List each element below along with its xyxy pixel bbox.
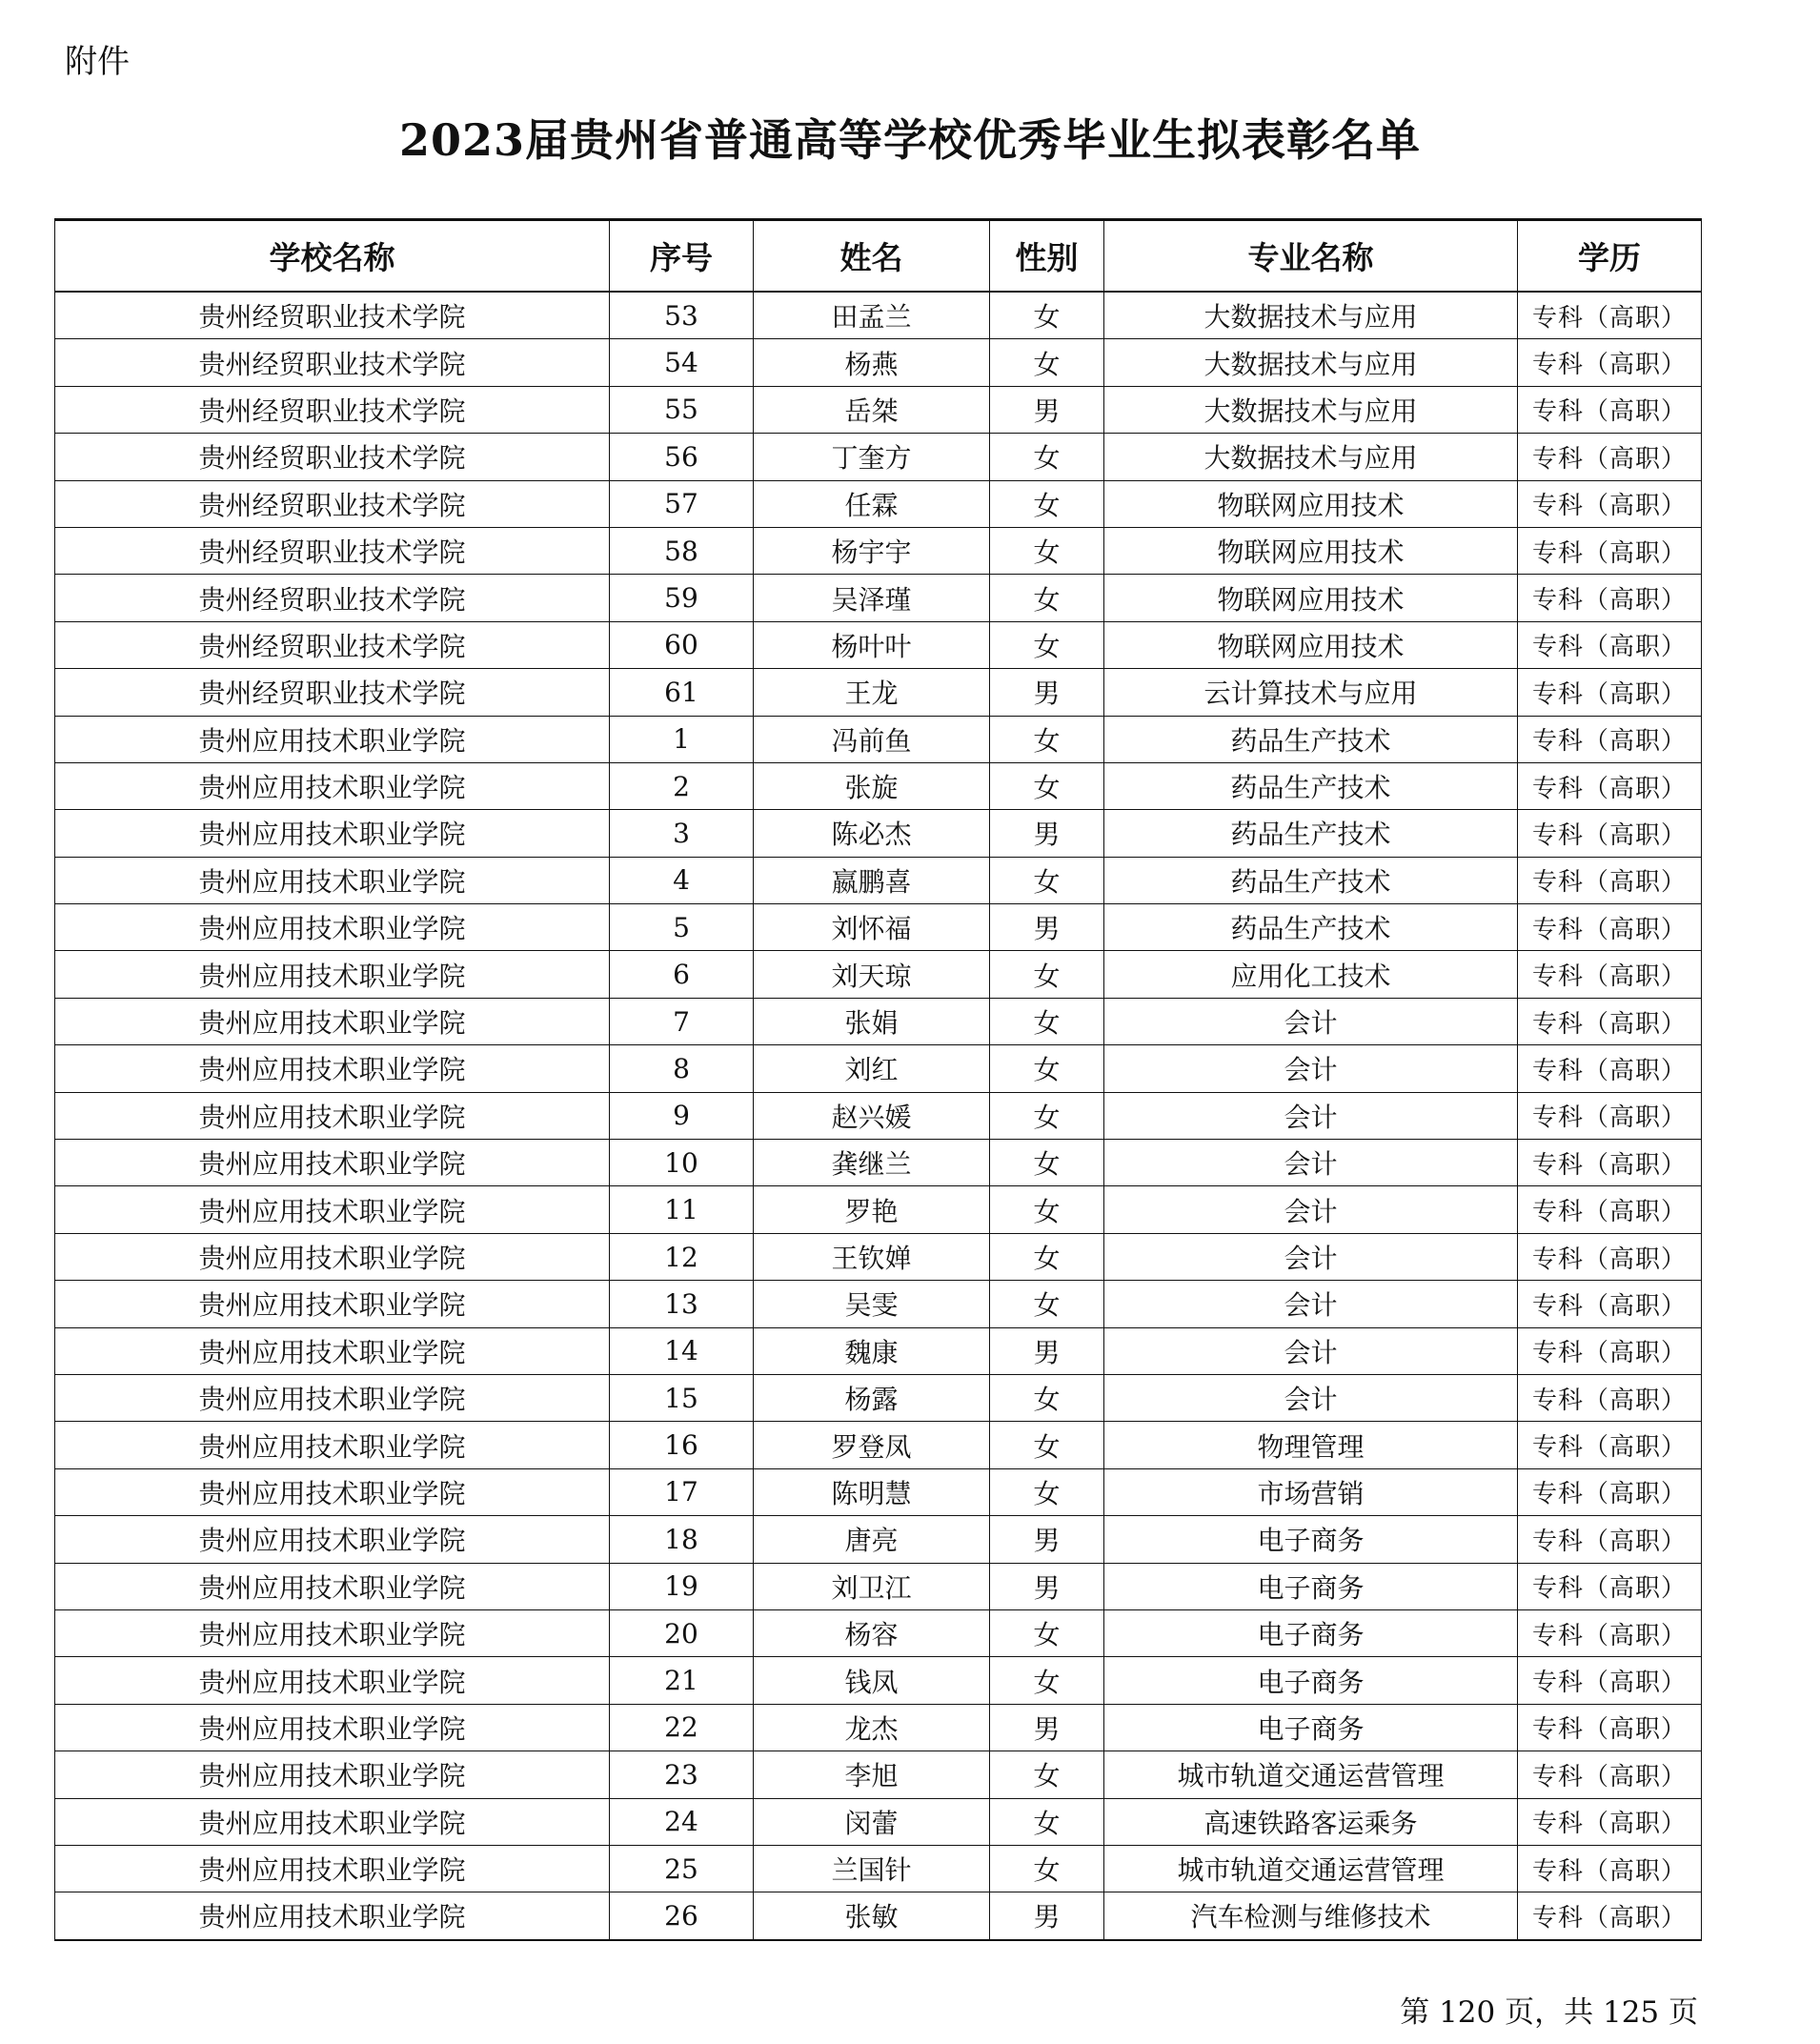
number-cell: 2 — [610, 762, 754, 809]
number-cell: 61 — [610, 669, 754, 716]
gender-cell: 女 — [990, 998, 1104, 1044]
name-cell: 闵蕾 — [754, 1798, 990, 1845]
major-cell: 药品生产技术 — [1104, 810, 1518, 857]
number-cell: 4 — [610, 857, 754, 903]
gender-cell: 男 — [990, 810, 1104, 857]
major-cell: 城市轨道交通运营管理 — [1104, 1845, 1518, 1892]
number-cell: 3 — [610, 810, 754, 857]
gender-cell: 女 — [990, 951, 1104, 998]
name-cell: 陈必杰 — [754, 810, 990, 857]
name-cell: 王钦婵 — [754, 1233, 990, 1280]
school-cell: 贵州应用技术职业学院 — [55, 1468, 610, 1515]
name-cell: 杨燕 — [754, 339, 990, 386]
column-header-degree: 学历 — [1518, 220, 1702, 293]
degree-cell: 专科（高职） — [1518, 339, 1702, 386]
school-cell: 贵州应用技术职业学院 — [55, 904, 610, 951]
degree-cell: 专科（高职） — [1518, 1327, 1702, 1374]
degree-cell: 专科（高职） — [1518, 1657, 1702, 1704]
degree-cell: 专科（高职） — [1518, 1092, 1702, 1139]
school-cell: 贵州应用技术职业学院 — [55, 1233, 610, 1280]
name-cell: 任霖 — [754, 480, 990, 527]
number-cell: 57 — [610, 480, 754, 527]
degree-cell: 专科（高职） — [1518, 669, 1702, 716]
gender-cell: 男 — [990, 1563, 1104, 1609]
gender-cell: 女 — [990, 1751, 1104, 1798]
major-cell: 大数据技术与应用 — [1104, 339, 1518, 386]
gender-cell: 女 — [990, 857, 1104, 903]
degree-cell: 专科（高职） — [1518, 857, 1702, 903]
name-cell: 罗艳 — [754, 1186, 990, 1233]
major-cell: 大数据技术与应用 — [1104, 434, 1518, 480]
degree-cell: 专科（高职） — [1518, 1186, 1702, 1233]
table-row — [55, 480, 1702, 527]
school-cell: 贵州应用技术职业学院 — [55, 1516, 610, 1563]
gender-cell: 女 — [990, 1045, 1104, 1092]
number-cell: 14 — [610, 1327, 754, 1374]
name-cell: 田孟兰 — [754, 292, 990, 339]
school-cell: 贵州应用技术职业学院 — [55, 1845, 610, 1892]
school-cell: 贵州经贸职业技术学院 — [55, 480, 610, 527]
name-cell: 钱凤 — [754, 1657, 990, 1704]
name-cell: 张敏 — [754, 1892, 990, 1940]
table-row — [55, 1798, 1702, 1845]
table-row — [55, 1657, 1702, 1704]
school-cell: 贵州应用技术职业学院 — [55, 1609, 610, 1656]
major-cell: 药品生产技术 — [1104, 762, 1518, 809]
number-cell: 17 — [610, 1468, 754, 1515]
gender-cell: 女 — [990, 1374, 1104, 1421]
name-cell: 王龙 — [754, 669, 990, 716]
number-cell: 59 — [610, 575, 754, 621]
table-row — [55, 1045, 1702, 1092]
name-cell: 张娟 — [754, 998, 990, 1044]
table-row — [55, 1233, 1702, 1280]
table-row — [55, 1609, 1702, 1656]
table-row — [55, 1468, 1702, 1515]
school-cell: 贵州应用技术职业学院 — [55, 1186, 610, 1233]
number-cell: 1 — [610, 716, 754, 762]
major-cell: 会计 — [1104, 1374, 1518, 1421]
name-cell: 龚继兰 — [754, 1140, 990, 1186]
name-cell: 杨露 — [754, 1374, 990, 1421]
number-cell: 18 — [610, 1516, 754, 1563]
gender-cell: 女 — [990, 1845, 1104, 1892]
name-cell: 兰国针 — [754, 1845, 990, 1892]
name-cell: 冯前鱼 — [754, 716, 990, 762]
major-cell: 会计 — [1104, 1233, 1518, 1280]
major-cell: 药品生产技术 — [1104, 904, 1518, 951]
school-cell: 贵州应用技术职业学院 — [55, 1798, 610, 1845]
major-cell: 城市轨道交通运营管理 — [1104, 1751, 1518, 1798]
major-cell: 会计 — [1104, 1140, 1518, 1186]
column-header-gender: 性别 — [990, 220, 1104, 293]
gender-cell: 女 — [990, 621, 1104, 668]
school-cell: 贵州应用技术职业学院 — [55, 1092, 610, 1139]
degree-cell: 专科（高职） — [1518, 810, 1702, 857]
number-cell: 6 — [610, 951, 754, 998]
school-cell: 贵州应用技术职业学院 — [55, 1281, 610, 1327]
table-row — [55, 292, 1702, 339]
name-cell: 杨宇宇 — [754, 527, 990, 574]
honoree-table-container — [54, 218, 1701, 1941]
degree-cell: 专科（高职） — [1518, 1281, 1702, 1327]
column-header-major: 专业名称 — [1104, 220, 1518, 293]
name-cell: 刘天琼 — [754, 951, 990, 998]
school-cell: 贵州应用技术职业学院 — [55, 1892, 610, 1940]
major-cell: 电子商务 — [1104, 1657, 1518, 1704]
table-row — [55, 669, 1702, 716]
major-cell: 电子商务 — [1104, 1516, 1518, 1563]
name-cell: 赵兴媛 — [754, 1092, 990, 1139]
school-cell: 贵州经贸职业技术学院 — [55, 434, 610, 480]
gender-cell: 女 — [990, 1092, 1104, 1139]
number-cell: 25 — [610, 1845, 754, 1892]
page-title: 2023届贵州省普通高等学校优秀毕业生拟表彰名单 — [398, 114, 1422, 166]
table-row — [55, 1374, 1702, 1421]
number-cell: 22 — [610, 1704, 754, 1751]
name-cell: 李旭 — [754, 1751, 990, 1798]
number-cell: 56 — [610, 434, 754, 480]
school-cell: 贵州应用技术职业学院 — [55, 1045, 610, 1092]
degree-cell: 专科（高职） — [1518, 621, 1702, 668]
attachment-label: 附件 — [65, 43, 130, 81]
number-cell: 9 — [610, 1092, 754, 1139]
gender-cell: 女 — [990, 292, 1104, 339]
degree-cell: 专科（高职） — [1518, 1798, 1702, 1845]
degree-cell: 专科（高职） — [1518, 1140, 1702, 1186]
major-cell: 药品生产技术 — [1104, 716, 1518, 762]
school-cell: 贵州应用技术职业学院 — [55, 762, 610, 809]
column-header-school: 学校名称 — [55, 220, 610, 293]
gender-cell: 女 — [990, 575, 1104, 621]
major-cell: 会计 — [1104, 1092, 1518, 1139]
number-cell: 53 — [610, 292, 754, 339]
name-cell: 陈明慧 — [754, 1468, 990, 1515]
number-cell: 8 — [610, 1045, 754, 1092]
number-cell: 16 — [610, 1422, 754, 1468]
gender-cell: 男 — [990, 1892, 1104, 1940]
school-cell: 贵州应用技术职业学院 — [55, 1751, 610, 1798]
name-cell: 丁奎方 — [754, 434, 990, 480]
column-header-name: 姓名 — [754, 220, 990, 293]
major-cell: 电子商务 — [1104, 1704, 1518, 1751]
table-row — [55, 1563, 1702, 1609]
name-cell: 龙杰 — [754, 1704, 990, 1751]
gender-cell: 女 — [990, 434, 1104, 480]
table-row — [55, 716, 1702, 762]
major-cell: 药品生产技术 — [1104, 857, 1518, 903]
major-cell: 市场营销 — [1104, 1468, 1518, 1515]
school-cell: 贵州应用技术职业学院 — [55, 1704, 610, 1751]
degree-cell: 专科（高职） — [1518, 1374, 1702, 1421]
degree-cell: 专科（高职） — [1518, 1422, 1702, 1468]
major-cell: 会计 — [1104, 1045, 1518, 1092]
table-row — [55, 1092, 1702, 1139]
gender-cell: 男 — [990, 1516, 1104, 1563]
major-cell: 电子商务 — [1104, 1563, 1518, 1609]
number-cell: 23 — [610, 1751, 754, 1798]
name-cell: 岳桀 — [754, 386, 990, 433]
school-cell: 贵州应用技术职业学院 — [55, 857, 610, 903]
major-cell: 汽车检测与维修技术 — [1104, 1892, 1518, 1940]
major-cell: 会计 — [1104, 998, 1518, 1044]
major-cell: 会计 — [1104, 1281, 1518, 1327]
degree-cell: 专科（高职） — [1518, 1609, 1702, 1656]
major-cell: 高速铁路客运乘务 — [1104, 1798, 1518, 1845]
number-cell: 58 — [610, 527, 754, 574]
degree-cell: 专科（高职） — [1518, 434, 1702, 480]
degree-cell: 专科（高职） — [1518, 1468, 1702, 1515]
degree-cell: 专科（高职） — [1518, 480, 1702, 527]
gender-cell: 女 — [990, 1468, 1104, 1515]
table-row — [55, 339, 1702, 386]
school-cell: 贵州应用技术职业学院 — [55, 1327, 610, 1374]
name-cell: 刘红 — [754, 1045, 990, 1092]
number-cell: 11 — [610, 1186, 754, 1233]
gender-cell: 女 — [990, 1233, 1104, 1280]
major-cell: 物联网应用技术 — [1104, 575, 1518, 621]
major-cell: 物联网应用技术 — [1104, 527, 1518, 574]
school-cell: 贵州应用技术职业学院 — [55, 1563, 610, 1609]
honoree-table — [54, 218, 1702, 1941]
gender-cell: 男 — [990, 1704, 1104, 1751]
gender-cell: 女 — [990, 527, 1104, 574]
degree-cell: 专科（高职） — [1518, 1233, 1702, 1280]
gender-cell: 男 — [990, 386, 1104, 433]
table-row — [55, 1845, 1702, 1892]
degree-cell: 专科（高职） — [1518, 998, 1702, 1044]
number-cell: 54 — [610, 339, 754, 386]
degree-cell: 专科（高职） — [1518, 1751, 1702, 1798]
major-cell: 物联网应用技术 — [1104, 621, 1518, 668]
name-cell: 嬴鹏喜 — [754, 857, 990, 903]
gender-cell: 女 — [990, 1798, 1104, 1845]
school-cell: 贵州经贸职业技术学院 — [55, 575, 610, 621]
school-cell: 贵州经贸职业技术学院 — [55, 292, 610, 339]
column-header-number: 序号 — [610, 220, 754, 293]
table-row — [55, 1281, 1702, 1327]
table-row — [55, 1704, 1702, 1751]
major-cell: 电子商务 — [1104, 1609, 1518, 1656]
major-cell: 会计 — [1104, 1327, 1518, 1374]
degree-cell: 专科（高职） — [1518, 1704, 1702, 1751]
degree-cell: 专科（高职） — [1518, 527, 1702, 574]
degree-cell: 专科（高职） — [1518, 386, 1702, 433]
degree-cell: 专科（高职） — [1518, 1563, 1702, 1609]
table-row — [55, 998, 1702, 1044]
degree-cell: 专科（高职） — [1518, 575, 1702, 621]
table-row — [55, 621, 1702, 668]
number-cell: 10 — [610, 1140, 754, 1186]
school-cell: 贵州应用技术职业学院 — [55, 1422, 610, 1468]
table-body — [55, 292, 1702, 1940]
name-cell: 杨容 — [754, 1609, 990, 1656]
table-row — [55, 1140, 1702, 1186]
number-cell: 60 — [610, 621, 754, 668]
degree-cell: 专科（高职） — [1518, 1516, 1702, 1563]
degree-cell: 专科（高职） — [1518, 1045, 1702, 1092]
name-cell: 杨叶叶 — [754, 621, 990, 668]
school-cell: 贵州应用技术职业学院 — [55, 716, 610, 762]
number-cell: 19 — [610, 1563, 754, 1609]
table-row — [55, 904, 1702, 951]
gender-cell: 女 — [990, 716, 1104, 762]
table-row — [55, 1327, 1702, 1374]
table-row — [55, 857, 1702, 903]
school-cell: 贵州经贸职业技术学院 — [55, 621, 610, 668]
major-cell: 会计 — [1104, 1186, 1518, 1233]
gender-cell: 女 — [990, 1281, 1104, 1327]
degree-cell: 专科（高职） — [1518, 292, 1702, 339]
name-cell: 唐亮 — [754, 1516, 990, 1563]
gender-cell: 男 — [990, 1327, 1104, 1374]
major-cell: 大数据技术与应用 — [1104, 386, 1518, 433]
page-number: 第 120 页，共 125 页 — [1400, 1995, 1698, 2030]
school-cell: 贵州经贸职业技术学院 — [55, 669, 610, 716]
name-cell: 吴泽瑾 — [754, 575, 990, 621]
degree-cell: 专科（高职） — [1518, 1845, 1702, 1892]
number-cell: 26 — [610, 1892, 754, 1940]
gender-cell: 女 — [990, 1657, 1104, 1704]
degree-cell: 专科（高职） — [1518, 904, 1702, 951]
major-cell: 大数据技术与应用 — [1104, 292, 1518, 339]
school-cell: 贵州应用技术职业学院 — [55, 1140, 610, 1186]
degree-cell: 专科（高职） — [1518, 1892, 1702, 1940]
number-cell: 55 — [610, 386, 754, 433]
number-cell: 13 — [610, 1281, 754, 1327]
gender-cell: 女 — [990, 1609, 1104, 1656]
table-header-row — [55, 220, 1702, 293]
gender-cell: 女 — [990, 480, 1104, 527]
name-cell: 魏康 — [754, 1327, 990, 1374]
table-row — [55, 1751, 1702, 1798]
major-cell: 物联网应用技术 — [1104, 480, 1518, 527]
major-cell: 物理管理 — [1104, 1422, 1518, 1468]
name-cell: 刘怀福 — [754, 904, 990, 951]
major-cell: 应用化工技术 — [1104, 951, 1518, 998]
table-row — [55, 951, 1702, 998]
school-cell: 贵州应用技术职业学院 — [55, 998, 610, 1044]
table-row — [55, 386, 1702, 433]
name-cell: 吴雯 — [754, 1281, 990, 1327]
table-row — [55, 1892, 1702, 1940]
number-cell: 21 — [610, 1657, 754, 1704]
school-cell: 贵州经贸职业技术学院 — [55, 339, 610, 386]
school-cell: 贵州应用技术职业学院 — [55, 810, 610, 857]
number-cell: 7 — [610, 998, 754, 1044]
name-cell: 罗登凤 — [754, 1422, 990, 1468]
table-row — [55, 1186, 1702, 1233]
number-cell: 12 — [610, 1233, 754, 1280]
number-cell: 24 — [610, 1798, 754, 1845]
gender-cell: 男 — [990, 904, 1104, 951]
degree-cell: 专科（高职） — [1518, 716, 1702, 762]
gender-cell: 女 — [990, 339, 1104, 386]
table-row — [55, 575, 1702, 621]
name-cell: 张旋 — [754, 762, 990, 809]
name-cell: 刘卫江 — [754, 1563, 990, 1609]
gender-cell: 男 — [990, 669, 1104, 716]
table-row — [55, 434, 1702, 480]
table-row — [55, 1422, 1702, 1468]
gender-cell: 女 — [990, 1186, 1104, 1233]
school-cell: 贵州应用技术职业学院 — [55, 1657, 610, 1704]
school-cell: 贵州经贸职业技术学院 — [55, 386, 610, 433]
major-cell: 云计算技术与应用 — [1104, 669, 1518, 716]
number-cell: 5 — [610, 904, 754, 951]
school-cell: 贵州应用技术职业学院 — [55, 1374, 610, 1421]
gender-cell: 女 — [990, 1422, 1104, 1468]
degree-cell: 专科（高职） — [1518, 951, 1702, 998]
school-cell: 贵州经贸职业技术学院 — [55, 527, 610, 574]
gender-cell: 女 — [990, 1140, 1104, 1186]
table-row — [55, 527, 1702, 574]
school-cell: 贵州应用技术职业学院 — [55, 951, 610, 998]
number-cell: 15 — [610, 1374, 754, 1421]
gender-cell: 女 — [990, 762, 1104, 809]
degree-cell: 专科（高职） — [1518, 762, 1702, 809]
table-row — [55, 762, 1702, 809]
number-cell: 20 — [610, 1609, 754, 1656]
table-row — [55, 1516, 1702, 1563]
table-row — [55, 810, 1702, 857]
